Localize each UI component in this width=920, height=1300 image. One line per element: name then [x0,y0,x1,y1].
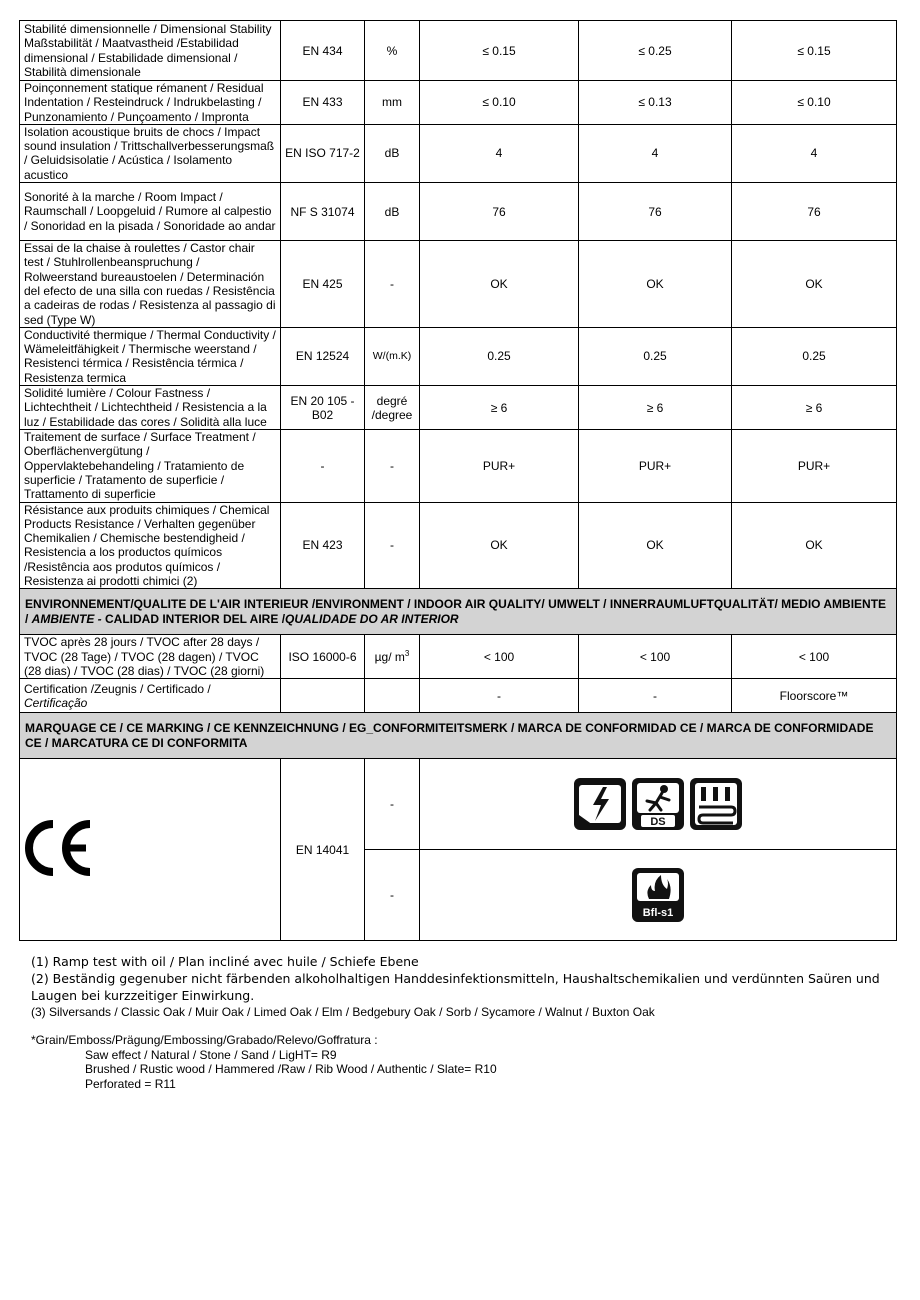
grain-line: Saw effect / Natural / Stone / Sand / LigHT= R9 [85,1047,337,1062]
unit-cell: - [365,850,420,941]
unit-cell [365,679,420,713]
standard-cell: EN 434 [281,21,365,81]
value-cell: - [420,679,579,713]
ce-logo-cell [20,759,281,941]
value-cell: OK [732,502,897,589]
value-cell: 4 [420,124,579,182]
ce-row-top [20,759,897,850]
standard-cell: EN 12524 [281,327,365,385]
value-cell: PUR+ [732,430,897,502]
standard-cell: EN ISO 717-2 [281,124,365,182]
standard-cell: NF S 31074 [281,183,365,241]
specifications-table [19,20,897,941]
table-row [20,430,897,502]
environment-section-header [20,589,897,635]
value-cell: ≤ 0.10 [420,81,579,125]
table-row [20,81,897,125]
value-cell: OK [420,502,579,589]
grain-line: Brushed / Rustic wood / Hammered /Raw / Rib Wood / Authentic / Slate= R10 [85,1062,497,1076]
value-cell: ≥ 6 [579,386,732,430]
ce-mark-logo [24,819,94,877]
standard-cell: ISO 16000-6 [281,635,365,679]
unit-cell: - [365,759,420,850]
table-row [20,502,897,589]
value-cell: ≤ 0.25 [579,21,732,81]
value-cell: Floorscore™ [732,679,897,713]
value-cell: 76 [420,183,579,241]
value-cell: 0.25 [579,327,732,385]
standard-cell: EN 20 105 - B02 [281,386,365,430]
unit-cell: - [365,241,420,328]
table-row [20,21,897,81]
value-cell: 76 [579,183,732,241]
property-cell: Traitement de surface / Surface Treatment / Oberflächenvergütung / Oppervlaktebehandeling / Tratamiento de superficie / Tratamento de superficie / Trattamento di superficie [20,430,281,502]
table-row [20,124,897,182]
unit-cell: dB [365,183,420,241]
underfloor-heating-icon [689,777,743,831]
unit-cell: - [365,502,420,589]
value-cell: 4 [579,124,732,182]
ce-marking-section-header [20,713,897,759]
antistatic-icon [573,777,627,831]
grain-title: *Grain/Emboss/Prägung/Embossing/Grabado/Relevo/Goffratura : [31,1033,378,1047]
value-cell: 0.25 [420,327,579,385]
value-cell: 76 [732,183,897,241]
property-cell: TVOC après 28 jours / TVOC after 28 days / TVOC (28 Tage) / TVOC (28 dagen) / TVOC (28 dias) / TVOC (28 dias) / TVOC (28 giorni) [20,635,281,679]
property-cell: Isolation acoustique bruits de chocs / Impact sound insulation / Trittschallverbesserungsmaß / Geluidsisolatie / Acústica / Isolamento acustico [20,124,281,182]
value-cell: < 100 [732,635,897,679]
property-cell: Conductivité thermique / Thermal Conductivity / Wämeleitfähigkeit / Thermische weerstand / Resistenci térmica / Resistência térmica / Resistenza termica [20,327,281,385]
tvoc-row [20,635,897,679]
standard-cell: EN 14041 [281,759,365,941]
slip-resistance-icon [631,777,685,831]
property-cell: Essai de la chaise à roulettes / Castor chair test / Stuhlrollenbeanspruchung / Rolweerstand bureaustoelen / Determinación del efecto de una silla con ruedas / Resistência a cadeiras de rodas / Resistenza al passagio di sed (Type W) [20,241,281,328]
value-cell: ≤ 0.10 [732,81,897,125]
footnote-1: (1) Ramp test with oil / Plan incliné avec huile / Schiefe Ebene [31,954,419,969]
grain-legend [31,1033,497,1091]
certification-row [20,679,897,713]
unit-cell: - [365,430,420,502]
unit-cell: % [365,21,420,81]
table-row [20,386,897,430]
footnote-2: (2) Beständig gegenuber nicht färbenden alkoholhaltigen Handdesinfektionsmitteln, Haushaltschemikalien und verdünnten Saüren und Laugen bei kurzzeitiger Einwirkung. [31,971,880,1003]
value-cell: ≤ 0.15 [420,21,579,81]
property-cell: Poinçonnement statique rémanent / Residual Indentation / Resteindruck / Indrukbelasting / Punzonamiento / Punçoamento / Impronta [20,81,281,125]
standard-cell: EN 433 [281,81,365,125]
value-cell: OK [579,502,732,589]
value-cell: < 100 [579,635,732,679]
environment-section-title: ENVIRONNEMENT/QUALITE DE L'AIR INTERIEUR /ENVIRONMENT / INDOOR AIR QUALITY/ UMWELT / INNERRAUMLUFTQUALITÄT/ MEDIO AMBIENTE / AMBIENTE - CALIDAD INTERIOR DEL AIRE /QUALIDADE DO AR INTERIOR [20,589,897,635]
property-cell: Stabilité dimensionnelle / Dimensional Stability Maßstabilität / Maatvastheid /Estabilidad dimensional / Estabilidade dimensional / Stabilità dimensionale [20,21,281,81]
value-cell: ≤ 0.13 [579,81,732,125]
table-row [20,327,897,385]
value-cell: ≥ 6 [420,386,579,430]
svg-text:Bfl-s1: Bfl-s1 [642,907,674,920]
property-cell: Solidité lumière / Colour Fastness / Lichtechtheit / Lichtechtheid / Resistencia a la luz / Estabilidade das cores / Solidità alla luce [20,386,281,430]
value-cell: PUR+ [420,430,579,502]
value-cell: - [579,679,732,713]
certification-label: Certification /Zeugnis / Certificado / Certificação [20,679,281,713]
value-cell: OK [579,241,732,328]
footnotes [31,953,891,1021]
grain-line: Perforated = R11 [85,1076,176,1091]
unit-cell: mm [365,81,420,125]
footnote-3: (3) Silversands / Classic Oak / Muir Oak / Limed Oak / Elm / Bedgebury Oak / Sorb / Sycamore / Walnut / Buxton Oak [31,1005,655,1019]
value-cell: ≤ 0.15 [732,21,897,81]
value-cell: ≥ 6 [732,386,897,430]
fire-reaction-icon [631,867,685,923]
property-cell: Sonorité à la marche / Room Impact / Raumschall / Loopgeluid / Rumore al calpestio / Sonoridad en la pisada / Sonoridade ao andar [20,183,281,241]
unit-cell: µg/ $m^3$ [365,635,420,679]
unit-cell: dB [365,124,420,182]
fire-class-icon-cell [420,850,897,941]
standard-cell: EN 423 [281,502,365,589]
standard-cell: - [281,430,365,502]
value-cell: OK [420,241,579,328]
table-row [20,183,897,241]
unit-cell: degré /degree [365,386,420,430]
value-cell: OK [732,241,897,328]
property-cell: Résistance aux produits chimiques / Chemical Products Resistance / Verhalten gegenüber Chemikalien / Chemische bestendigheid / Resistencia a los productos químicos /Resistência aos produtos químicos / Resistenza ai prodotti chimici (2) [20,502,281,589]
standard-cell: EN 425 [281,241,365,328]
performance-icons-cell [420,759,897,850]
unit-cell: W/(m.K) [365,327,420,385]
standard-cell [281,679,365,713]
ce-marking-section-title: MARQUAGE CE / CE MARKING / CE KENNZEICHNUNG / EG_CONFORMITEITSMERK / MARCA DE CONFORMIDAD CE / MARCA DE CONFORMIDADE CE / MARCATURA CE DI CONFORMITA [20,713,897,759]
value-cell: PUR+ [579,430,732,502]
table-row [20,241,897,328]
value-cell: 4 [732,124,897,182]
value-cell: 0.25 [732,327,897,385]
value-cell: < 100 [420,635,579,679]
svg-text:DS: DS [650,816,666,829]
